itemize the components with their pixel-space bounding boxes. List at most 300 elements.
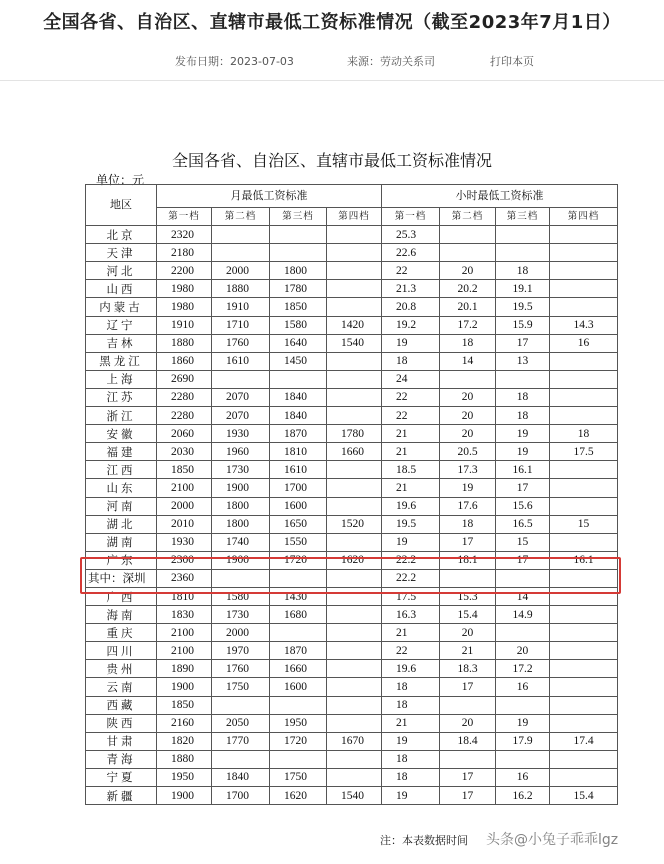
monthly-wage-cell: 1890: [157, 660, 212, 678]
region-cell: 黑龙江: [86, 352, 157, 370]
monthly-wage-cell: 1900: [157, 678, 212, 696]
monthly-wage-cell: 1980: [157, 298, 212, 316]
region-cell: 吉林: [86, 334, 157, 352]
monthly-wage-cell: 2280: [157, 388, 212, 406]
monthly-wage-cell: [327, 298, 382, 316]
hourly-wage-cell: 22: [382, 262, 440, 280]
monthly-wage-cell: 1850: [157, 461, 212, 479]
monthly-wage-cell: [327, 352, 382, 370]
monthly-wage-cell: [327, 497, 382, 515]
table-row: [86, 787, 618, 805]
hourly-wage-cell: 21: [440, 642, 496, 660]
table-row: [86, 750, 618, 768]
hourly-wage-cell: 20: [440, 407, 496, 425]
hourly-wage-cell: 20.2: [440, 280, 496, 298]
hourly-wage-cell: 15.6: [496, 497, 550, 515]
monthly-wage-cell: 1980: [157, 280, 212, 298]
monthly-wage-cell: 1760: [212, 660, 270, 678]
table-footnote: 注：本表数据时间: [380, 834, 468, 847]
monthly-wage-cell: [327, 606, 382, 624]
unit-label: 单位：元: [96, 173, 145, 187]
hourly-wage-cell: [550, 750, 618, 768]
monthly-wage-cell: 2070: [212, 407, 270, 425]
monthly-wage-cell: 1910: [212, 298, 270, 316]
monthly-wage-cell: 1750: [212, 678, 270, 696]
monthly-wage-cell: 1810: [157, 587, 212, 605]
monthly-wage-cell: [327, 768, 382, 786]
hourly-wage-cell: [550, 352, 618, 370]
monthly-wage-cell: [270, 696, 327, 714]
region-cell: 江西: [86, 461, 157, 479]
hourly-wage-cell: 14.9: [496, 606, 550, 624]
hourly-wage-cell: 18.5: [382, 461, 440, 479]
region-cell: 陕西: [86, 714, 157, 732]
monthly-wage-cell: 1580: [270, 316, 327, 334]
monthly-wage-cell: 1720: [270, 551, 327, 569]
table-row: [86, 515, 618, 533]
table-row: [86, 443, 618, 461]
hourly-wage-cell: 14.3: [550, 316, 618, 334]
monthly-wage-cell: 1900: [157, 787, 212, 805]
table-row: [86, 533, 618, 551]
monthly-wage-cell: 1960: [212, 443, 270, 461]
hourly-wage-cell: 16: [496, 678, 550, 696]
monthly-grade-header: 第四档: [327, 208, 382, 226]
hourly-wage-cell: [550, 370, 618, 388]
table-row: [86, 696, 618, 714]
table-row: [86, 262, 618, 280]
monthly-wage-cell: 1780: [327, 425, 382, 443]
hourly-wage-cell: 22: [382, 642, 440, 660]
monthly-wage-cell: [327, 660, 382, 678]
region-cell: 福建: [86, 443, 157, 461]
region-cell: 贵州: [86, 660, 157, 678]
hourly-wage-cell: [550, 262, 618, 280]
monthly-wage-cell: 2180: [157, 244, 212, 262]
table-row: [86, 316, 618, 334]
hourly-wage-cell: 20: [440, 714, 496, 732]
region-cell: 广西: [86, 587, 157, 605]
hourly-wage-cell: 19: [382, 732, 440, 750]
monthly-wage-cell: 1730: [212, 461, 270, 479]
hourly-wage-cell: [550, 624, 618, 642]
monthly-wage-cell: 1870: [270, 642, 327, 660]
monthly-wage-cell: 2050: [212, 714, 270, 732]
hourly-wage-cell: 15.4: [550, 787, 618, 805]
hourly-wage-cell: 20.8: [382, 298, 440, 316]
monthly-wage-cell: [327, 370, 382, 388]
monthly-wage-cell: [212, 750, 270, 768]
hourly-wage-cell: 17: [496, 479, 550, 497]
hourly-wage-cell: 18: [382, 678, 440, 696]
header-hourly: 小时最低工资标准: [382, 185, 618, 208]
table-row: [86, 642, 618, 660]
hourly-wage-cell: 15: [496, 533, 550, 551]
table-row: [86, 352, 618, 370]
monthly-wage-cell: 1840: [212, 768, 270, 786]
hourly-wage-cell: 19: [440, 479, 496, 497]
monthly-wage-cell: 1620: [327, 551, 382, 569]
hourly-wage-cell: [550, 479, 618, 497]
hourly-wage-cell: 18: [550, 425, 618, 443]
monthly-wage-cell: 1910: [157, 316, 212, 334]
hourly-wage-cell: [550, 678, 618, 696]
monthly-wage-cell: 1850: [157, 696, 212, 714]
monthly-wage-cell: 1930: [212, 425, 270, 443]
monthly-wage-cell: 1800: [212, 515, 270, 533]
hourly-wage-cell: 19: [496, 443, 550, 461]
monthly-wage-cell: 1830: [157, 606, 212, 624]
hourly-wage-cell: [550, 533, 618, 551]
hourly-wage-cell: 17.6: [440, 497, 496, 515]
table-row: [86, 334, 618, 352]
hourly-wage-cell: 21: [382, 624, 440, 642]
table-row: [86, 732, 618, 750]
table-row: [86, 425, 618, 443]
monthly-wage-cell: [327, 461, 382, 479]
hourly-wage-cell: [550, 606, 618, 624]
monthly-wage-cell: 1800: [212, 497, 270, 515]
table-row: [86, 714, 618, 732]
monthly-wage-cell: 1900: [212, 479, 270, 497]
region-cell: 安徽: [86, 425, 157, 443]
monthly-wage-cell: 1550: [270, 533, 327, 551]
monthly-grade-header: 第二档: [212, 208, 270, 226]
monthly-wage-cell: [270, 370, 327, 388]
hourly-wage-cell: 17.9: [496, 732, 550, 750]
hourly-wage-cell: 20: [440, 425, 496, 443]
region-cell: 北京: [86, 226, 157, 244]
hourly-wage-cell: [550, 407, 618, 425]
hourly-wage-cell: 24: [382, 370, 440, 388]
hourly-wage-cell: 16.1: [550, 551, 618, 569]
monthly-grade-header: 第一档: [157, 208, 212, 226]
table-row: [86, 461, 618, 479]
publish-date: 发布日期：2023-07-03: [175, 55, 294, 68]
monthly-wage-cell: [327, 479, 382, 497]
minimum-wage-table: [85, 184, 618, 805]
monthly-wage-cell: 1810: [270, 443, 327, 461]
monthly-grade-header: 第三档: [270, 208, 327, 226]
region-cell: 湖北: [86, 515, 157, 533]
monthly-wage-cell: 1610: [270, 461, 327, 479]
monthly-wage-cell: [327, 678, 382, 696]
table-row: [86, 479, 618, 497]
monthly-wage-cell: 2360: [157, 569, 212, 587]
hourly-wage-cell: 21: [382, 443, 440, 461]
hourly-wage-cell: [550, 768, 618, 786]
hourly-wage-cell: [550, 660, 618, 678]
hourly-wage-cell: 18: [382, 696, 440, 714]
hourly-wage-cell: 20: [440, 624, 496, 642]
hourly-wage-cell: 14: [496, 587, 550, 605]
hourly-wage-cell: 17.5: [550, 443, 618, 461]
monthly-wage-cell: [212, 226, 270, 244]
hourly-wage-cell: 18: [440, 515, 496, 533]
monthly-wage-cell: 1950: [270, 714, 327, 732]
hourly-wage-cell: 16.1: [496, 461, 550, 479]
region-cell: 重庆: [86, 624, 157, 642]
monthly-wage-cell: 1930: [157, 533, 212, 551]
monthly-wage-cell: [327, 696, 382, 714]
monthly-wage-cell: 1710: [212, 316, 270, 334]
hourly-grade-header: 第二档: [440, 208, 496, 226]
hourly-wage-cell: [496, 370, 550, 388]
monthly-wage-cell: 2000: [212, 262, 270, 280]
monthly-wage-cell: 1600: [270, 497, 327, 515]
table-row: [86, 407, 618, 425]
hourly-wage-cell: [440, 244, 496, 262]
hourly-wage-cell: 20: [440, 388, 496, 406]
hourly-wage-cell: [496, 226, 550, 244]
source-label: 来源：劳动关系司: [347, 55, 435, 68]
hourly-wage-cell: 21: [382, 714, 440, 732]
hourly-wage-cell: [550, 461, 618, 479]
hourly-wage-cell: [550, 244, 618, 262]
monthly-wage-cell: [327, 642, 382, 660]
monthly-wage-cell: [212, 244, 270, 262]
monthly-wage-cell: 1640: [270, 334, 327, 352]
hourly-wage-cell: 17: [440, 678, 496, 696]
hourly-grade-header: 第三档: [496, 208, 550, 226]
hourly-wage-cell: 17.2: [440, 316, 496, 334]
monthly-wage-cell: 1770: [212, 732, 270, 750]
monthly-wage-cell: 2320: [157, 226, 212, 244]
monthly-wage-cell: [327, 244, 382, 262]
hourly-wage-cell: [550, 714, 618, 732]
table-row: [86, 660, 618, 678]
monthly-wage-cell: 1660: [270, 660, 327, 678]
monthly-wage-cell: [327, 750, 382, 768]
monthly-wage-cell: 1720: [270, 732, 327, 750]
region-cell: 西藏: [86, 696, 157, 714]
hourly-wage-cell: 22.6: [382, 244, 440, 262]
table-row: [86, 497, 618, 515]
monthly-wage-cell: [327, 714, 382, 732]
hourly-wage-cell: 18: [382, 768, 440, 786]
hourly-wage-cell: 18.4: [440, 732, 496, 750]
hourly-wage-cell: 20.1: [440, 298, 496, 316]
monthly-wage-cell: 1600: [270, 678, 327, 696]
monthly-wage-cell: 2100: [157, 479, 212, 497]
hourly-wage-cell: 17.4: [550, 732, 618, 750]
monthly-wage-cell: 1840: [270, 407, 327, 425]
hourly-wage-cell: 19.5: [382, 515, 440, 533]
hourly-wage-cell: 25.3: [382, 226, 440, 244]
monthly-wage-cell: 2100: [157, 624, 212, 642]
table-row: [86, 624, 618, 642]
hourly-wage-cell: 17: [440, 533, 496, 551]
monthly-wage-cell: [212, 370, 270, 388]
hourly-wage-cell: 19.5: [496, 298, 550, 316]
monthly-wage-cell: 2300: [157, 551, 212, 569]
hourly-wage-cell: 19.1: [496, 280, 550, 298]
monthly-wage-cell: 1450: [270, 352, 327, 370]
monthly-wage-cell: [327, 262, 382, 280]
hourly-wage-cell: 17.3: [440, 461, 496, 479]
monthly-wage-cell: 1880: [212, 280, 270, 298]
hourly-wage-cell: [550, 497, 618, 515]
region-cell: 天津: [86, 244, 157, 262]
print-page-link[interactable]: 打印本页: [490, 55, 534, 68]
monthly-wage-cell: [327, 533, 382, 551]
hourly-wage-cell: 20.5: [440, 443, 496, 461]
hourly-wage-cell: [550, 696, 618, 714]
monthly-wage-cell: [327, 388, 382, 406]
region-cell: 云南: [86, 678, 157, 696]
monthly-wage-cell: [212, 696, 270, 714]
region-cell: 上海: [86, 370, 157, 388]
monthly-wage-cell: 1970: [212, 642, 270, 660]
hourly-wage-cell: 18: [382, 352, 440, 370]
hourly-wage-cell: 15.4: [440, 606, 496, 624]
monthly-wage-cell: [270, 244, 327, 262]
hourly-wage-cell: [550, 642, 618, 660]
table-row: [86, 768, 618, 786]
hourly-wage-cell: 19.6: [382, 497, 440, 515]
hourly-wage-cell: [496, 696, 550, 714]
hourly-wage-cell: [440, 226, 496, 244]
hourly-wage-cell: 22.2: [382, 551, 440, 569]
monthly-wage-cell: 2070: [212, 388, 270, 406]
hourly-wage-cell: 17: [496, 334, 550, 352]
region-cell: 四川: [86, 642, 157, 660]
region-cell: 山西: [86, 280, 157, 298]
page-title: 全国各省、自治区、直辖市最低工资标准情况（截至2023年7月1日）: [43, 12, 621, 33]
monthly-wage-cell: 1540: [327, 787, 382, 805]
hourly-wage-cell: 19: [496, 714, 550, 732]
region-cell: 新疆: [86, 787, 157, 805]
monthly-wage-cell: [327, 226, 382, 244]
region-cell: 青海: [86, 750, 157, 768]
monthly-wage-cell: 1850: [270, 298, 327, 316]
region-cell: 甘肃: [86, 732, 157, 750]
hourly-wage-cell: 18: [496, 388, 550, 406]
hourly-wage-cell: [440, 750, 496, 768]
header-region: 地区: [86, 185, 157, 226]
monthly-wage-cell: [327, 624, 382, 642]
hourly-wage-cell: 21: [382, 479, 440, 497]
hourly-wage-cell: 16.3: [382, 606, 440, 624]
table-row: [86, 370, 618, 388]
region-cell: 广东: [86, 551, 157, 569]
monthly-wage-cell: 1680: [270, 606, 327, 624]
hourly-wage-cell: 19.2: [382, 316, 440, 334]
monthly-wage-cell: [270, 624, 327, 642]
region-cell: 湖南: [86, 533, 157, 551]
hourly-wage-cell: [496, 750, 550, 768]
monthly-wage-cell: 1670: [327, 732, 382, 750]
monthly-wage-cell: 1430: [270, 587, 327, 605]
hourly-wage-cell: [440, 370, 496, 388]
monthly-wage-cell: 1880: [157, 334, 212, 352]
region-cell: 内蒙古: [86, 298, 157, 316]
hourly-wage-cell: 19: [382, 787, 440, 805]
monthly-wage-cell: 2280: [157, 407, 212, 425]
hourly-wage-cell: [440, 696, 496, 714]
hourly-wage-cell: [550, 280, 618, 298]
source-watermark: 头条@小兔子乖乖lgz: [486, 832, 619, 848]
hourly-wage-cell: 15: [550, 515, 618, 533]
monthly-wage-cell: 1660: [327, 443, 382, 461]
hourly-wage-cell: [496, 624, 550, 642]
hourly-wage-cell: 17: [496, 551, 550, 569]
hourly-wage-cell: 16: [496, 768, 550, 786]
table-row: [86, 244, 618, 262]
hourly-wage-cell: [496, 244, 550, 262]
hourly-wage-cell: 21: [382, 425, 440, 443]
monthly-wage-cell: 2060: [157, 425, 212, 443]
monthly-wage-cell: 1580: [212, 587, 270, 605]
table-row: [86, 388, 618, 406]
monthly-wage-cell: 1540: [327, 334, 382, 352]
hourly-grade-header: 第一档: [382, 208, 440, 226]
monthly-wage-cell: [327, 407, 382, 425]
hourly-wage-cell: 17.5: [382, 587, 440, 605]
hourly-wage-cell: 15.3: [440, 587, 496, 605]
monthly-wage-cell: 1880: [157, 750, 212, 768]
monthly-wage-cell: 1520: [327, 515, 382, 533]
hourly-grade-header: 第四档: [550, 208, 618, 226]
monthly-wage-cell: 1950: [157, 768, 212, 786]
monthly-wage-cell: [327, 280, 382, 298]
monthly-wage-cell: 1700: [212, 787, 270, 805]
monthly-wage-cell: 1740: [212, 533, 270, 551]
hourly-wage-cell: 14: [440, 352, 496, 370]
monthly-wage-cell: 2100: [157, 642, 212, 660]
header-monthly: 月最低工资标准: [157, 185, 382, 208]
monthly-wage-cell: 2000: [157, 497, 212, 515]
monthly-wage-cell: 1800: [270, 262, 327, 280]
monthly-wage-cell: 1820: [157, 732, 212, 750]
region-cell: 海南: [86, 606, 157, 624]
hourly-wage-cell: [550, 298, 618, 316]
hourly-wage-cell: 22: [382, 388, 440, 406]
header-divider: [0, 80, 664, 81]
monthly-wage-cell: 1650: [270, 515, 327, 533]
monthly-wage-cell: 2010: [157, 515, 212, 533]
monthly-wage-cell: 2030: [157, 443, 212, 461]
monthly-wage-cell: 1750: [270, 768, 327, 786]
hourly-wage-cell: 18: [496, 262, 550, 280]
hourly-wage-cell: [550, 226, 618, 244]
monthly-wage-cell: 1860: [157, 352, 212, 370]
monthly-wage-cell: 1870: [270, 425, 327, 443]
hourly-wage-cell: 21.3: [382, 280, 440, 298]
hourly-wage-cell: 19: [496, 425, 550, 443]
hourly-wage-cell: 19: [382, 334, 440, 352]
monthly-wage-cell: 1780: [270, 280, 327, 298]
monthly-wage-cell: [270, 750, 327, 768]
hourly-wage-cell: 18: [382, 750, 440, 768]
hourly-wage-cell: 15.9: [496, 316, 550, 334]
monthly-wage-cell: [270, 226, 327, 244]
region-cell: 辽宁: [86, 316, 157, 334]
hourly-wage-cell: 20: [496, 642, 550, 660]
hourly-wage-cell: 18.3: [440, 660, 496, 678]
guangdong-highlight-box: [80, 557, 621, 594]
region-cell: 其中：深圳: [86, 569, 157, 587]
document-title: 全国各省、自治区、直辖市最低工资标准情况: [171, 151, 492, 170]
monthly-wage-cell: 1730: [212, 606, 270, 624]
hourly-wage-cell: 20: [440, 262, 496, 280]
hourly-wage-cell: 17: [440, 787, 496, 805]
hourly-wage-cell: 18: [440, 334, 496, 352]
hourly-wage-cell: 19: [382, 533, 440, 551]
region-cell: 河南: [86, 497, 157, 515]
monthly-wage-cell: 1900: [212, 551, 270, 569]
region-cell: 宁夏: [86, 768, 157, 786]
